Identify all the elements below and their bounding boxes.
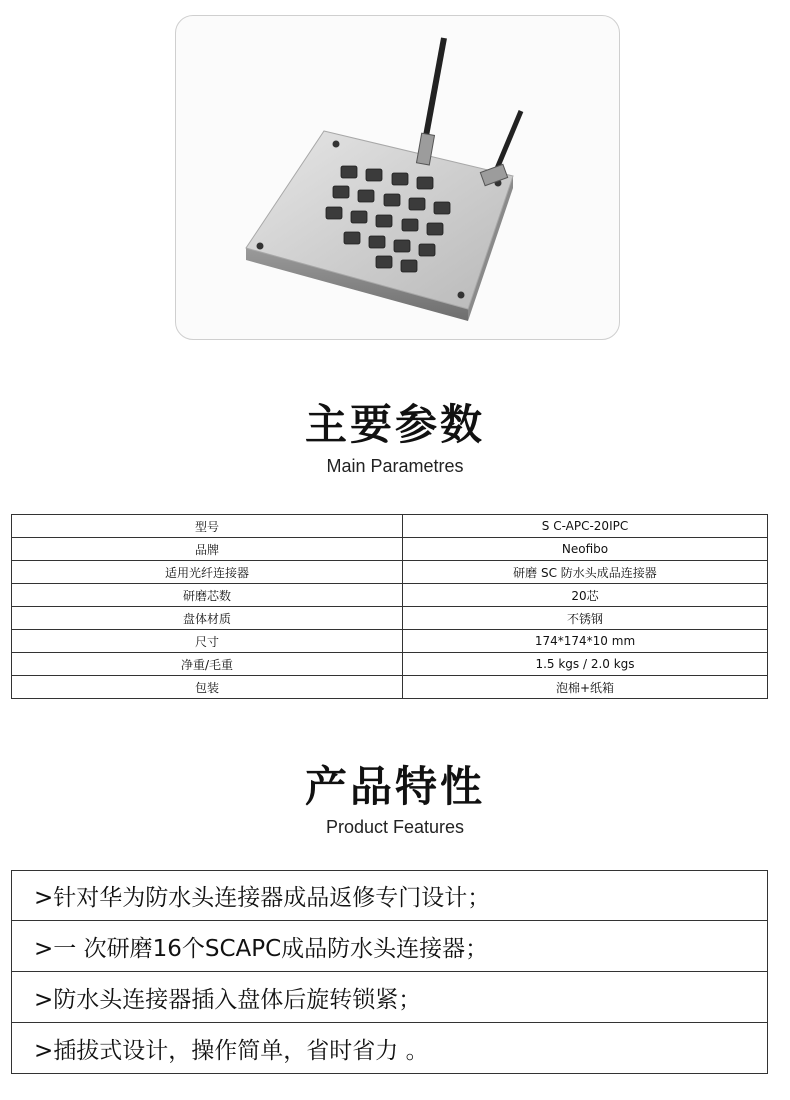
table-row — [12, 584, 768, 607]
param-value: 泡棉+纸箱 — [403, 676, 768, 699]
param-value: 不锈钢 — [403, 607, 768, 630]
param-label: 型号 — [12, 515, 403, 538]
features-subtitle: Product Features — [325, 817, 465, 837]
table-row — [12, 653, 768, 676]
table-row — [12, 538, 768, 561]
table-row — [12, 561, 768, 584]
list-item: >防水头连接器插入盘体后旋转锁紧； — [11, 972, 768, 1023]
param-label: 品牌 — [12, 538, 403, 561]
param-value: 20芯 — [403, 584, 768, 607]
param-label: 适用光纤连接器 — [12, 561, 403, 584]
params-title: 主要参数 — [304, 400, 485, 449]
param-value: 174*174*10 mm — [403, 630, 768, 653]
fiber-cable — [496, 111, 521, 171]
list-item: >一 次研磨16个SCAPC成品防水头连接器； — [11, 921, 768, 972]
param-value: Neofibo — [403, 538, 768, 561]
list-item: >针对华为防水头连接器成品返修专门设计； — [11, 870, 768, 921]
param-value: 研磨 SC 防水头成品连接器 — [403, 561, 768, 584]
fiber-cable — [426, 38, 444, 136]
param-label: 研磨芯数 — [12, 584, 403, 607]
params-table — [11, 514, 768, 699]
param-value: 1.5 kgs / 2.0 kgs — [403, 653, 768, 676]
param-label: 净重/毛重 — [12, 653, 403, 676]
table-row — [12, 515, 768, 538]
product-photo — [175, 15, 620, 340]
param-label: 盘体材质 — [12, 607, 403, 630]
list-item: >插拔式设计，操作简单，省时省力 。 — [11, 1023, 768, 1074]
table-row — [12, 676, 768, 699]
features-title: 产品特性 — [304, 762, 485, 811]
param-value: S C-APC-20IPC — [403, 515, 768, 538]
param-label: 尺寸 — [12, 630, 403, 653]
table-row — [12, 607, 768, 630]
param-label: 包装 — [12, 676, 403, 699]
table-row — [12, 630, 768, 653]
params-subtitle: Main Parametres — [326, 456, 464, 476]
features-list — [11, 870, 768, 1074]
